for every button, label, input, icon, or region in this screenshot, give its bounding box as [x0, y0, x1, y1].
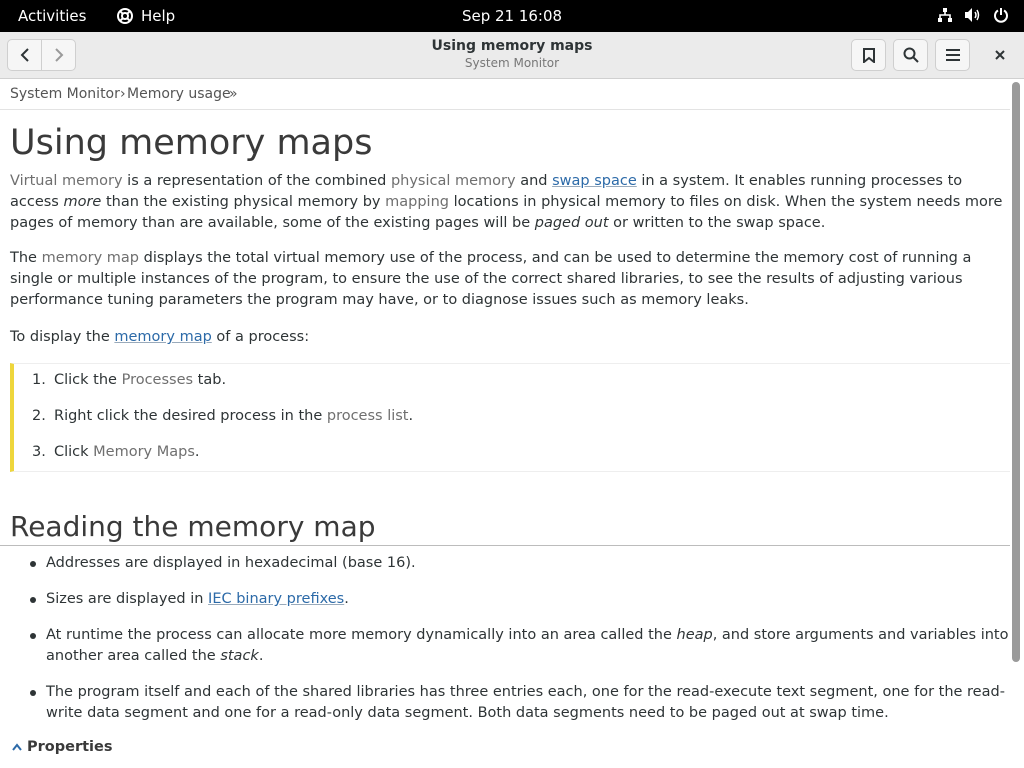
- text: .: [194, 444, 200, 460]
- text: Click: [54, 444, 94, 460]
- text: , and store arguments and variables into another area called the: [46, 627, 1009, 664]
- text: is a representation of the combined: [122, 173, 391, 189]
- text: .: [344, 591, 349, 607]
- text: or written to the swap space.: [608, 215, 826, 231]
- term-processes: Processes: [121, 372, 194, 388]
- chevron-left-icon: [19, 48, 31, 62]
- emphasis: stack: [220, 648, 259, 664]
- text: At runtime the process can allocate more memory dynamically into an area called the: [46, 627, 677, 643]
- breadcrumb-system-monitor[interactable]: System Monitor: [10, 86, 120, 102]
- activities-button[interactable]: Activities: [18, 7, 87, 25]
- link-memory-map[interactable]: memory map: [114, 329, 212, 345]
- term-virtual-memory: Virtual memory: [10, 173, 123, 189]
- list-item: [46, 589, 1010, 610]
- text: locations in physical memory to files on disk. When the system needs more pages of memory than are available, some of the existing pages will be: [10, 194, 1003, 231]
- volume-icon[interactable]: [964, 6, 982, 24]
- section-title: Reading the memory map: [10, 510, 376, 543]
- clock[interactable]: Sep 21 16:08: [461, 7, 563, 25]
- text: in a system. It enables running processes to access: [10, 173, 963, 210]
- scrollbar[interactable]: [1012, 82, 1020, 662]
- display-paragraph: [10, 327, 1005, 348]
- lifebuoy-icon: [117, 8, 133, 24]
- text: tab.: [193, 372, 227, 388]
- text: Addresses are displayed in hexadecimal (base 16).: [46, 555, 416, 571]
- bookmark-button[interactable]: [851, 39, 886, 71]
- list-item: [32, 408, 413, 424]
- term-memory-map: memory map: [41, 250, 139, 266]
- text: To display the: [10, 329, 115, 345]
- term-process-list: process list: [326, 408, 409, 424]
- search-icon: [903, 47, 919, 63]
- help-app-menu[interactable]: [117, 7, 175, 25]
- text: .: [408, 408, 414, 424]
- system-tray[interactable]: [936, 6, 1010, 24]
- list-item: [32, 444, 200, 460]
- step-number: 1.: [32, 372, 46, 388]
- menu-button[interactable]: [935, 39, 970, 71]
- window-subtitle: System Monitor: [464, 56, 560, 70]
- window-title: Using memory maps: [431, 38, 593, 54]
- close-icon: [995, 50, 1005, 60]
- breadcrumb-separator-end: »: [229, 86, 238, 102]
- forward-button[interactable]: [41, 39, 76, 71]
- close-button[interactable]: [985, 41, 1015, 69]
- text: .: [258, 648, 264, 664]
- breadcrumb: [0, 79, 1010, 110]
- text: and: [515, 173, 553, 189]
- term-mapping: mapping: [385, 194, 449, 210]
- text: than the existing physical memory by: [101, 194, 386, 210]
- text: Sizes are displayed in: [46, 591, 209, 607]
- window-titles: [312, 38, 712, 70]
- bookmark-icon: [863, 48, 875, 63]
- chevron-right-icon: [53, 48, 65, 62]
- top-bar: [0, 0, 1024, 32]
- page-title: Using memory maps: [10, 123, 373, 163]
- list-item: [46, 682, 1010, 724]
- step-number: 2.: [32, 408, 46, 424]
- breadcrumb-separator: ›: [120, 86, 126, 102]
- search-button[interactable]: [893, 39, 928, 71]
- properties-toggle[interactable]: [12, 739, 112, 755]
- network-icon[interactable]: [936, 6, 954, 24]
- list-item: [46, 625, 1010, 667]
- divider: [0, 545, 1010, 546]
- step-number: 3.: [32, 444, 46, 460]
- memory-map-paragraph: [10, 248, 1005, 311]
- text: The: [10, 250, 42, 266]
- list-item: [46, 553, 1010, 574]
- term-memory-maps: Memory Maps: [93, 444, 195, 460]
- link-swap-space[interactable]: swap space: [552, 173, 637, 189]
- link-iec-binary-prefixes[interactable]: IEC binary prefixes: [208, 591, 345, 607]
- emphasis: more: [63, 194, 102, 210]
- properties-label: Properties: [27, 739, 113, 755]
- text: Click the: [54, 372, 122, 388]
- intro-paragraph: [10, 171, 1005, 234]
- chevron-up-icon: [12, 743, 22, 751]
- term-physical-memory: physical memory: [390, 173, 516, 189]
- text: The program itself and each of the shared libraries has three entries each, one for the read-execute text segment, one for the read-write data segment and one for a read-only data segment. Both data segments need to be paged out at swap time.: [46, 684, 1005, 721]
- text: Right click the desired process in the: [54, 408, 327, 424]
- text: displays the total virtual memory use of the process, and can be used to determine the memory cost of running a single or multiple instances of the program, to ensure the use of the correct shared libraries, to see the results of adjusting various performance tuning parameters the program may have, or to diagnose issues such as memory leaks.: [10, 250, 972, 308]
- breadcrumb-memory-usage[interactable]: Memory usage: [127, 86, 231, 102]
- text: of a process:: [211, 329, 310, 345]
- steps-list: [10, 363, 1010, 472]
- hamburger-icon: [946, 49, 960, 61]
- back-button[interactable]: [7, 39, 42, 71]
- power-icon[interactable]: [992, 6, 1010, 24]
- header-bar: [0, 32, 1024, 79]
- emphasis: heap: [676, 627, 713, 643]
- help-content: [0, 79, 1010, 768]
- list-item: [32, 372, 226, 388]
- help-label: Help: [141, 7, 176, 25]
- emphasis: paged out: [534, 215, 609, 231]
